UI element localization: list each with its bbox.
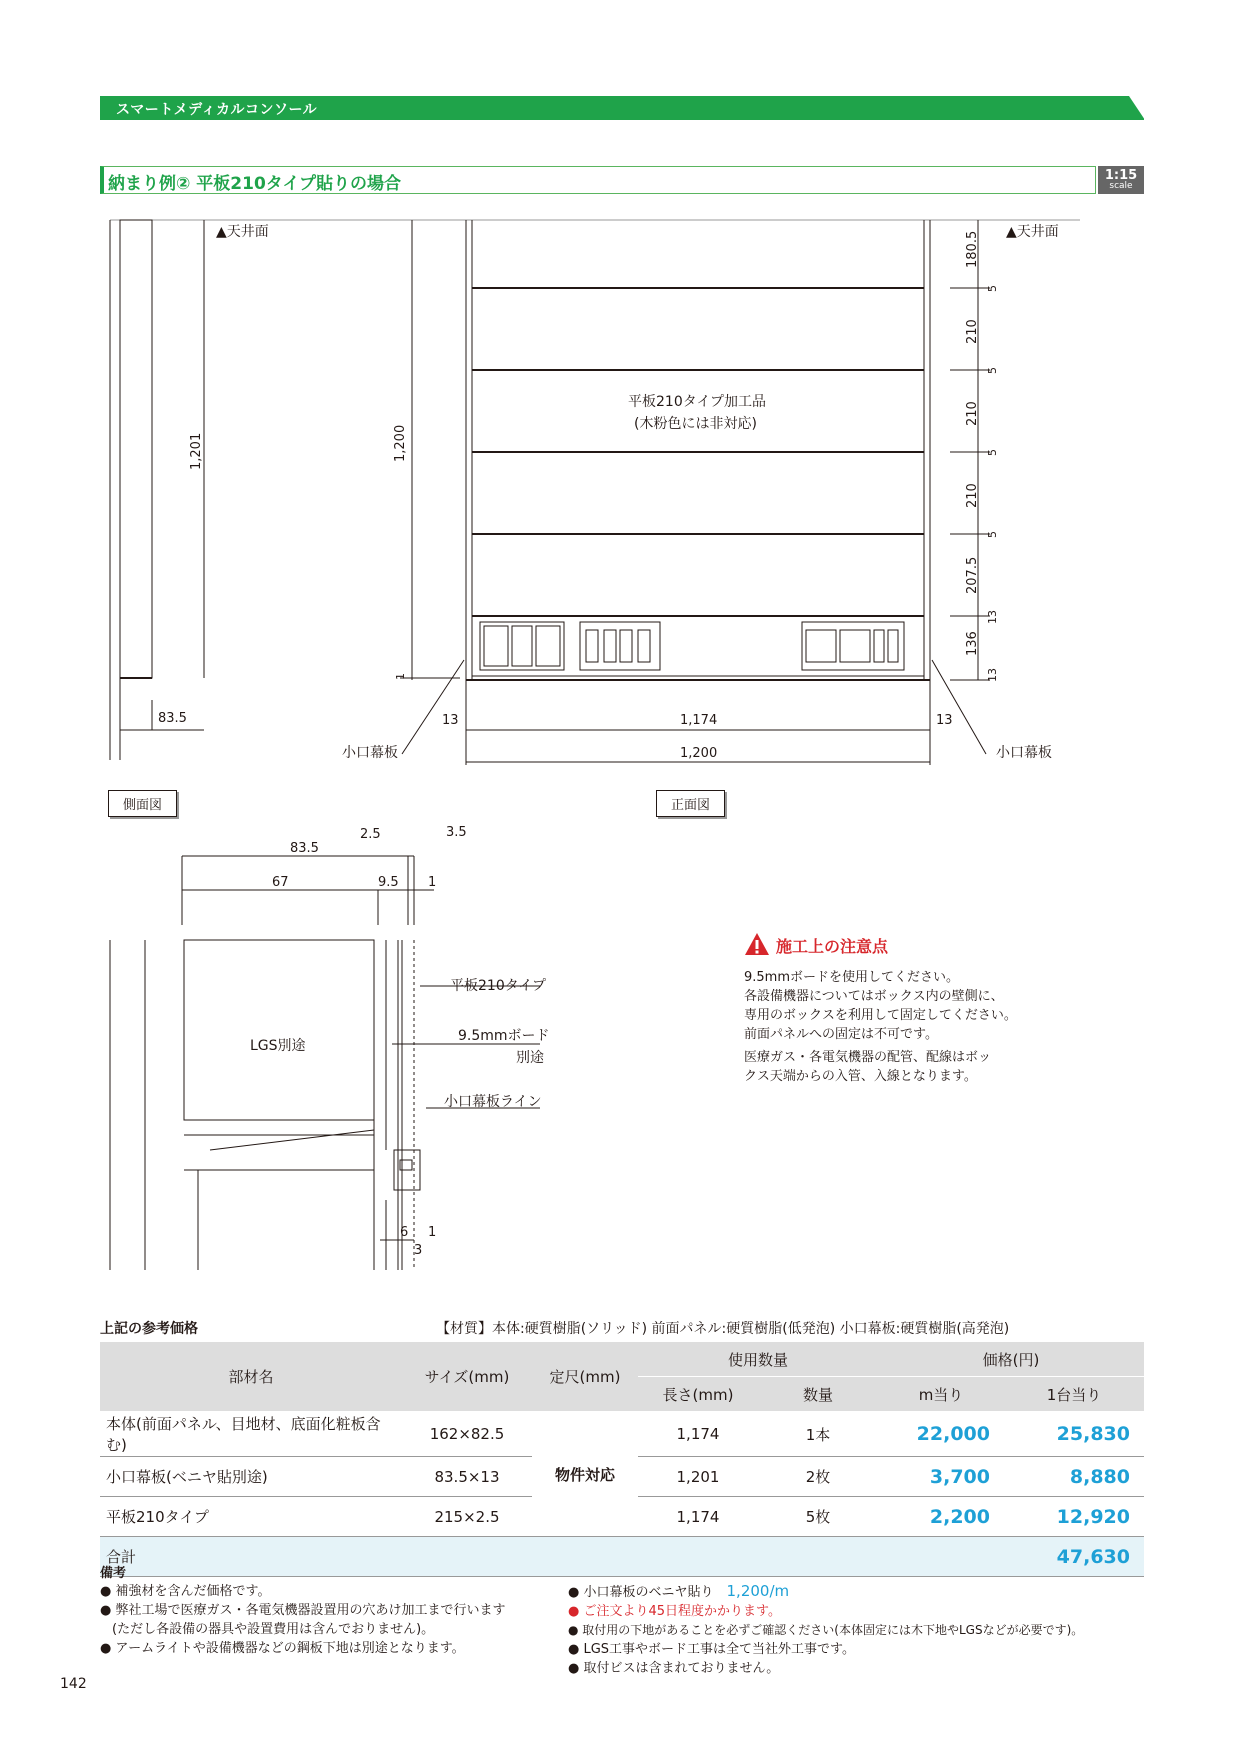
scale-value: 1:15 [1104,168,1138,183]
note-line: 9.5mmボードを使用してください。 [744,970,960,985]
col-size: サイズ(mm) [402,1342,532,1412]
col-usage: 使用数量 [638,1342,878,1377]
right-dim-7: 5 [986,531,999,538]
row-size: 215×2.5 [402,1497,532,1537]
right-dim-0: 180.5 [965,230,980,268]
right-dim-1: 5 [986,285,999,292]
row-size: 83.5×13 [402,1457,532,1497]
col-price: 価格(円) [878,1342,1144,1377]
row-per-m: 3,700 [878,1457,1004,1497]
remark-line: ご注文より45日程度かかります。 [583,1604,781,1619]
right-dim-4: 210 [965,401,980,426]
dim-left-13: 13 [442,713,459,728]
right-dim-3: 5 [986,367,999,374]
detail-dim-3: 3 [414,1243,423,1258]
row-name: 小口幕板(ベニヤ貼別途) [100,1457,402,1497]
side-view-label: 側面図 [108,790,177,817]
lgs-label: LGS別途 [250,1038,306,1054]
remark-line: アームライトや設備機器などの鋼板下地は別途となります。 [115,1641,465,1656]
note-line: 各設備機器についてはボックス内の壁側に、 [744,989,1004,1004]
total-value: 47,630 [1004,1537,1144,1577]
remarks-title: 備考 [100,1566,127,1581]
remark-line: 取付用の下地があることを必ずご確認ください(本体固定には木下地やLGSなどが必要です)。 [582,1623,1084,1637]
right-dim-2: 210 [965,319,980,344]
row-name: 平板210タイプ [100,1497,402,1537]
remark-line: 弊社工場で医療ガス・各電気機器設置用の穴あけ加工まで行います [115,1603,506,1618]
row-length: 1,201 [638,1457,758,1497]
panel-text-2: (木粉色には非対応) [634,416,757,432]
notes-title: 施工上の注意点 [776,937,889,956]
callout-separate: 別途 [516,1050,544,1066]
row-qty: 5枚 [758,1497,878,1537]
material-text: 【材質】本体:硬質樹脂(ソリッド) 前面パネル:硬質樹脂(低発泡) 小口幕板:硬質樹脂(高発泡) [436,1321,1010,1337]
row-name: 本体(前面パネル、目地材、底面化粧板含む) [100,1412,402,1457]
detail-dim-9-5: 9.5 [378,875,399,890]
side-width-dim: 83.5 [158,711,187,726]
section-title: 納まり例② 平板210タイプ貼りの場合 [108,174,401,194]
total-label: 合計 [100,1537,1004,1577]
front-height-dim: 1,200 [393,424,408,462]
detail-dim-83-5: 83.5 [290,841,319,856]
detail-dim-6: 6 [400,1225,409,1240]
detail-dim-3-5: 3.5 [446,825,467,840]
notes-text [744,968,1074,1086]
row-size: 162×82.5 [402,1412,532,1457]
row-per-unit: 8,880 [1004,1457,1144,1497]
dim-1200: 1,200 [680,746,718,761]
col-length: 長さ(mm) [638,1377,758,1412]
row-per-m: 2,200 [878,1497,1004,1537]
right-dim-10: 136 [965,631,980,656]
warning-icon [744,932,770,956]
col-part: 部材名 [100,1342,402,1412]
callout-panel: 平板210タイプ [450,978,547,994]
table-row [100,1412,1144,1457]
side-height-dim: 1,201 [189,432,204,470]
remark-line: 補強材を含んだ価格です。 [115,1584,271,1599]
right-dim-9: 13 [986,610,999,624]
detail-dim-2-5: 2.5 [360,827,381,842]
callout-edge-line: 小口幕板ライン [444,1094,542,1110]
col-per-m: m当り [878,1377,1004,1412]
row-per-unit: 12,920 [1004,1497,1144,1537]
col-qty: 数量 [758,1377,878,1412]
total-row [100,1537,1144,1577]
header-title: スマートメディカルコンソール [116,102,318,118]
note-line: 医療ガス・各電気機器の配管、配線はボッ [744,1050,992,1065]
note-line: クス天端からの入管、入線となります。 [744,1069,977,1084]
side-ceiling-label: ▲天井面 [216,224,269,240]
edge-label-right: 小口幕板 [996,745,1052,761]
right-dim-6: 210 [965,483,980,508]
price-table [100,1342,1144,1577]
row-per-m: 22,000 [878,1412,1004,1457]
right-dim-11: 13 [986,668,999,682]
remarks-left: ● 補強材を含んだ価格です。 ● 弊社工場で医療ガス・各電気機器設置用の穴あけ加工まで行います (ただし各設備の器具や設置費用は含んでおりません)。 ● アームライトや設備機器などの鋼板下地は別途となります。 [100,1582,570,1658]
dim-1174: 1,174 [680,713,718,728]
remark-price: 1,200/m [726,1582,790,1600]
front-bottom-dim: 1 [394,673,407,680]
remark-line: (ただし各設備の器具や設置費用は含んでおりません)。 [112,1622,435,1637]
callout-board: 9.5mmボード [458,1028,550,1044]
front-ceiling-label: ▲天井面 [1006,224,1059,240]
dim-right-13: 13 [936,713,953,728]
col-per-unit: 1台当り [1004,1377,1144,1412]
front-view-label: 正面図 [656,790,725,817]
note-line: 前面パネルへの固定は不可です。 [744,1027,938,1042]
edge-label-left: 小口幕板 [342,745,398,761]
row-qty: 2枚 [758,1457,878,1497]
detail-dim-1b: 1 [428,1225,437,1240]
right-dim-5: 5 [986,449,999,456]
fixed-value: 物件対応 [532,1412,638,1537]
detail-dim-67: 67 [272,875,289,890]
right-dim-8: 207.5 [965,556,980,594]
page-number: 142 [60,1676,87,1692]
remark-line: 小口幕板のベニヤ貼り [583,1585,714,1600]
scale-word: scale [1109,181,1133,191]
price-title: 上記の参考価格 [100,1321,198,1337]
remark-line: LGS工事やボード工事は全て当社外工事です。 [583,1642,856,1657]
remarks-right: ● 小口幕板のベニヤ貼り 1,200/m ● ご注文より45日程度かかります。 ● 取付用の下地があることを必ずご確認ください(本体固定には木下地やLGSなどが必要です)。 ● LGS工事やボード工事は全て当社外工事です。 ● 取付ビスは含まれておりません。 [568,1582,1084,1676]
row-length: 1,174 [638,1412,758,1457]
col-fixed: 定尺(mm) [532,1342,638,1412]
note-line: 専用のボックスを利用して固定してください。 [744,1008,1017,1023]
row-length: 1,174 [638,1497,758,1537]
remark-line: 取付ビスは含まれておりません。 [583,1661,780,1676]
panel-text-1: 平板210タイプ加工品 [628,394,767,410]
row-per-unit: 25,830 [1004,1412,1144,1457]
detail-dim-1: 1 [428,875,437,890]
row-qty: 1本 [758,1412,878,1457]
